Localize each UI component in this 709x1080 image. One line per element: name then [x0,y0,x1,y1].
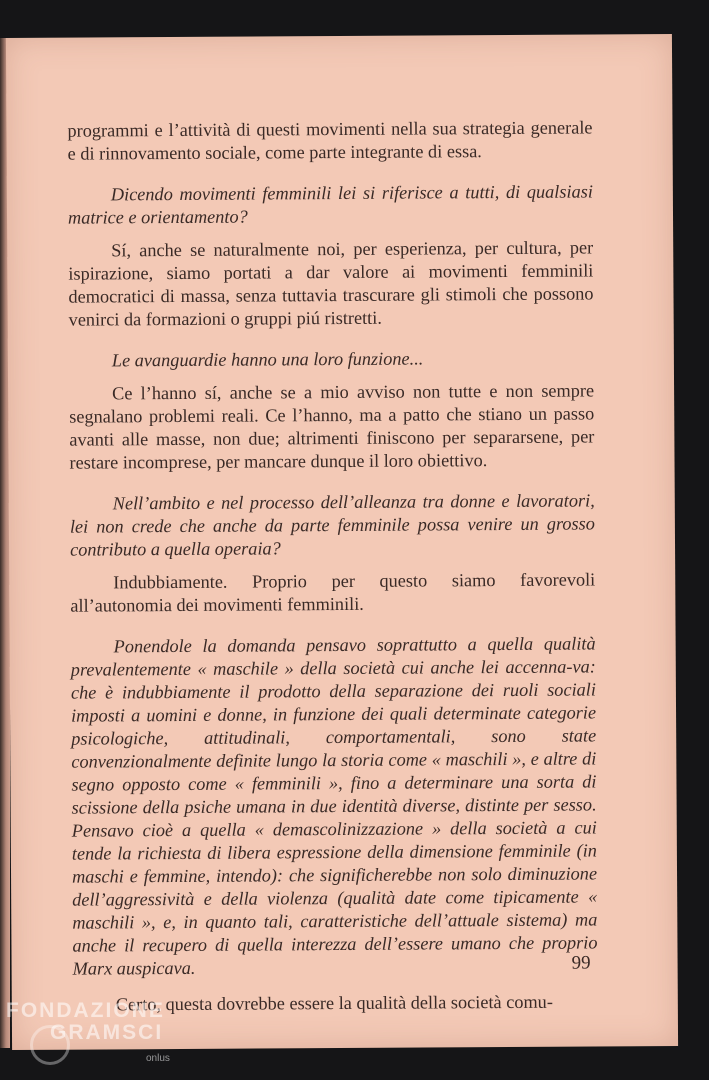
watermark-onlus: onlus [146,1053,170,1064]
question-3: Nell’ambito e nel processo dell’alleanza tra donne e lavoratori, lei non crede che anche da parte femminile possa venire un grosso contributo a quella operaia? [69,490,595,560]
paragraph-1: programmi e l’attività di questi movimenti nella sua strategia generale e di rinnovamento sociale, come parte integrante di essa. [67,117,593,164]
question-4: Ponendole la domanda pensavo soprattutto a quella qualità prevalentemente « maschile » della società cui anche lei accenna-va: che è indubbiamente il prodotto della separazione dei ruoli sociali imposti a uomini e donne, in funzione dei quali determinate categorie psicologiche, attitudinali, comportamentali, sono state convenzionalmente definite lungo la storia come « maschili », e altre di segno opposto come « femminili », fino a determinare una sorta di scissione della psiche umana in due identità diverse, distinte per sesso. Pensavo cioè a quella « demascolinizzazione » della società a cui tende la richiesta di libera espressione della dimensione femminile (in maschi e femmine, intendo): che significherebbe non solo diminuzione dell’aggressività e della violenza (qualità date come tipicamente « maschili », e, in quanto tali, caratteristiche dell’attuale sistema) ma anche il recupero di quella interezza dell’essere umano che proprio Marx auspicava. [70,633,598,979]
page-text [67,116,597,1016]
answer-2: Ce l’hanno sí, anche se a mio avviso non tutte e non sempre segnalano problemi reali. Ce l’hanno, ma a patto che stiano un passo avanti alle masse, non due; altrimenti finiscono per separarsene, per restare incomprese, per mancare dunque il loro obiettivo. [69,380,595,473]
question-1: Dicendo movimenti femminili lei si riferisce a tutti, di qualsiasi matrice e orientamento? [67,181,593,228]
watermark-line1: FONDAZIONE [6,999,165,1022]
book-page [6,34,678,1050]
answer-3: Indubbiamente. Proprio per questo siamo favorevoli all’autonomia dei movimenti femminili. [70,569,596,616]
question-2: Le avanguardie hanno una loro funzione... [111,348,424,371]
answer-1: Sí, anche se naturalmente noi, per esperienza, per cultura, per ispirazione, siamo portati a dar valore ai movimenti femminili democratici di massa, senza tuttavia trascurare gli stimoli che possono venirci da formazioni o gruppi piú ristretti. [68,237,594,330]
page-number: 99 [571,952,591,974]
watermark-line2: GRAMSCI [50,1021,164,1044]
watermark-logo [6,999,170,1064]
answer-4: Certo, questa dovrebbe essere la qualità della società comu- [115,991,553,1015]
